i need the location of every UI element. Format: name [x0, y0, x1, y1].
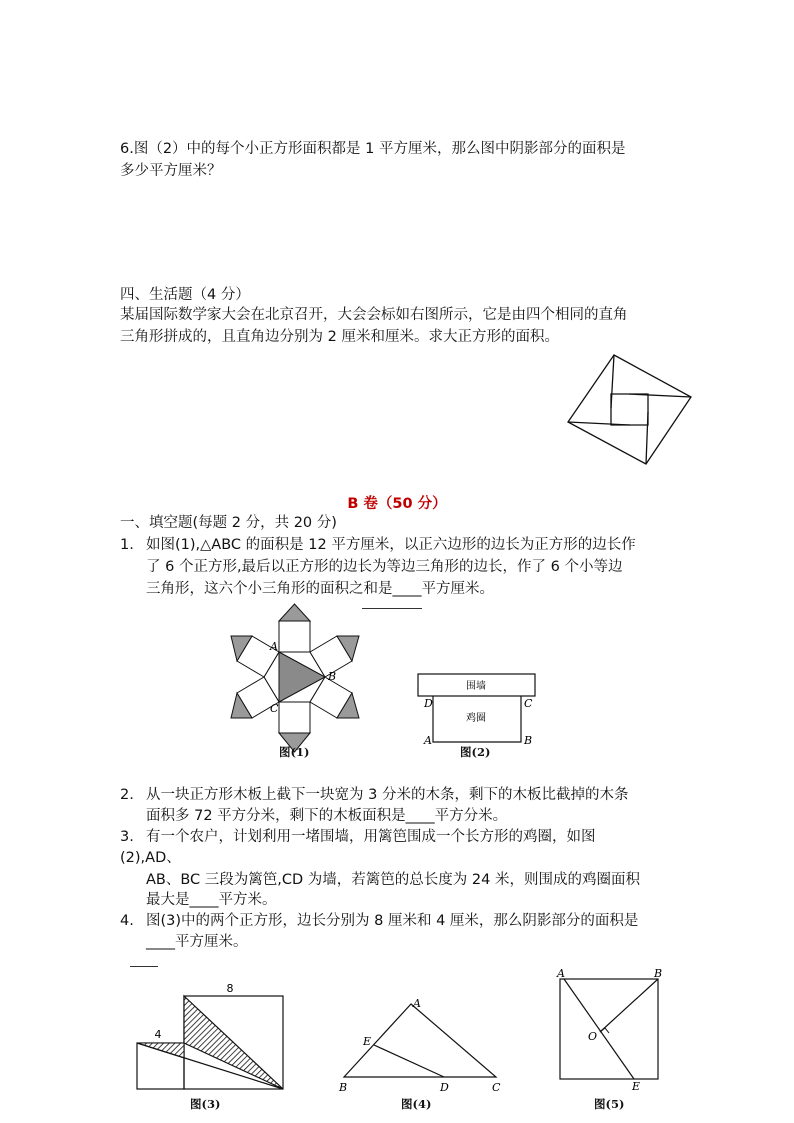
q2-line2: 面积多 72 平方分米，剩下的木板面积是____平方分米。 [146, 808, 508, 824]
fig4-label-a: A [413, 997, 421, 1010]
figure-5 [548, 966, 673, 1091]
figure-4 [336, 995, 506, 1095]
q4-line2: ____平方厘米。 [146, 934, 248, 950]
fig3-label-8: 8 [226, 982, 234, 995]
q4-line1: 图(3)中的两个正方形，边长分别为 8 厘米和 4 厘米，那么阴影部分的面积是 [146, 913, 639, 929]
figure-2 [416, 670, 538, 748]
q2-number: 2. [120, 787, 134, 803]
fig1-label-a: A [270, 640, 278, 653]
q1-line2: 了 6 个正方形,最后以正方形的边长为等边三角形的边长，作了 6 个小等边 [146, 559, 623, 575]
q3-line1: 有一个农户，计划利用一堵围墙，用篱笆围成一个长方形的鸡圈，如图 [146, 829, 596, 845]
q1-line1: 如图(1),△ABC 的面积是 12 平方厘米，以正六边形的边长为正方形的边长作 [146, 537, 636, 553]
partB-title: B 卷（50 分） [347, 496, 447, 512]
fig4-label-e: E [363, 1035, 372, 1048]
fig1-square [279, 702, 310, 733]
q2-line1: 从一块正方形木板上截下一块宽为 3 分米的木条，剩下的木板比截掉的木条 [146, 787, 629, 803]
q3-line3: 最大是____平方米。 [146, 892, 277, 908]
fig2-label-d: D [424, 697, 433, 710]
fig4-label-c: C [492, 1081, 501, 1094]
fig5-label-o: O [588, 1030, 598, 1043]
answer-rule [362, 608, 422, 609]
section4-heading: 四、生活题（4 分） [120, 287, 250, 303]
emblem-inner-square [611, 394, 648, 425]
q6-line1: 6.图（2）中的每个小正方形面积都是 1 平方厘米，那么图中阴影部分的面积是 [120, 141, 626, 157]
q3-line1b: (2),AD、 [120, 850, 181, 866]
fig1-square [279, 621, 310, 652]
figure-3 [130, 980, 290, 1092]
figure-1 [230, 600, 360, 760]
q3-number: 3. [120, 829, 134, 845]
fig2-pen-label: 鸡圈 [466, 713, 486, 724]
emblem-outer-square [568, 355, 691, 464]
fig2-label-b: B [524, 734, 533, 747]
fig5-line-ae [564, 979, 634, 1079]
q1-number: 1. [120, 537, 134, 553]
q1-line3: 三角形，这六个小三角形的面积之和是____平方厘米。 [146, 581, 494, 597]
fig5-label-a: A [557, 967, 565, 980]
fig4-segment-ed [374, 1045, 444, 1077]
fig3-shaded-region [184, 996, 283, 1089]
fig2-caption: 图(2) [460, 745, 491, 759]
fig3-caption: 图(3) [190, 1097, 221, 1111]
fig1-label-c: C [270, 702, 279, 715]
fig1-small-triangle [279, 604, 310, 621]
fig5-line-bo [600, 979, 658, 1032]
fig4-label-d: D [440, 1081, 449, 1094]
q6-line2: 多少平方厘米？ [120, 163, 222, 179]
answer-rule-2 [130, 966, 158, 967]
fig2-label-c: C [524, 697, 533, 710]
fig1-caption: 图(1) [279, 745, 310, 759]
fig4-label-b: B [339, 1081, 348, 1094]
section4-line1: 某届国际数学家大会在北京召开，大会会标如右图所示，它是由四个相同的直角 [120, 307, 628, 323]
fig1-label-b: B [328, 670, 337, 683]
q4-number: 4. [120, 913, 134, 929]
fig5-label-b: B [654, 967, 663, 980]
fill-heading: 一、填空题(每题 2 分，共 20 分) [120, 515, 337, 531]
section4-line2: 三角形拼成的，且直角边分别为 2 厘米和厘米。求大正方形的面积。 [120, 329, 559, 345]
fig2-wall-label: 围墙 [466, 681, 486, 692]
congress-emblem-figure [564, 352, 694, 467]
fig3-label-4: 4 [154, 1028, 162, 1041]
fig5-label-e: E [632, 1080, 641, 1091]
fig2-label-a: A [424, 734, 432, 747]
q3-line2: AB、BC 三段为篱笆,CD 为墙，若篱笆的总长度为 24 米，则围成的鸡圈面积 [146, 872, 640, 888]
fig4-caption: 图(4) [401, 1097, 432, 1111]
fig5-caption: 图(5) [594, 1097, 625, 1111]
